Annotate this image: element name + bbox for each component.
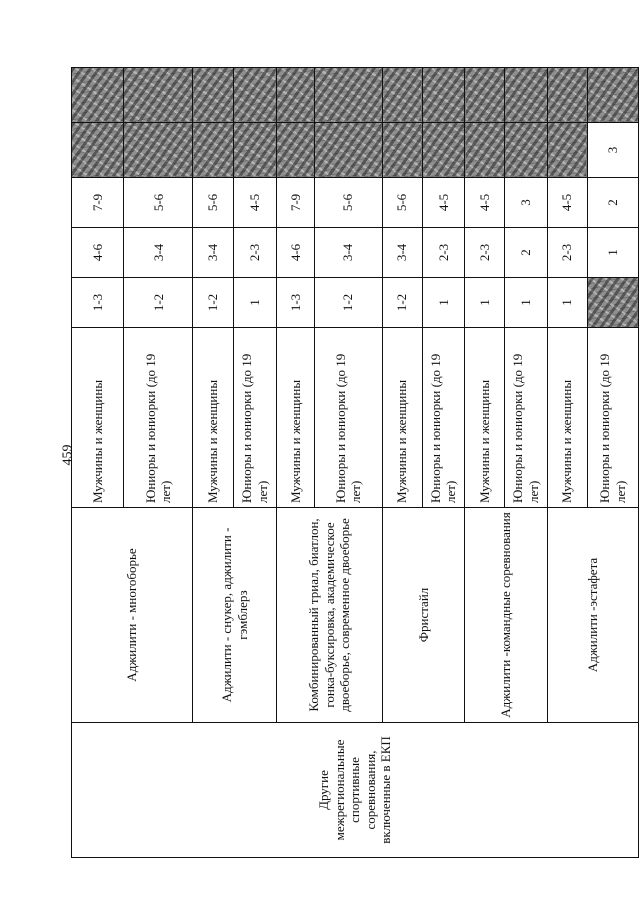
shaded-cell <box>465 68 505 123</box>
shaded-cell <box>505 123 547 178</box>
value-cell: 3-4 <box>314 228 382 278</box>
discipline-cell: Аджилити - снукер, аджилити - гэмблерз <box>193 508 277 723</box>
value-cell: 1 <box>233 278 276 328</box>
value-cell: 1 <box>505 278 547 328</box>
shaded-cell <box>547 68 587 123</box>
value-cell: 3 <box>587 123 638 178</box>
value-cell: 1 <box>422 278 464 328</box>
group-cell: Юниоры и юниорки (до 19 лет) <box>505 328 547 508</box>
value-cell: 2-3 <box>465 228 505 278</box>
shaded-cell <box>382 68 422 123</box>
value-cell: 7-9 <box>72 178 124 228</box>
shaded-cell <box>465 123 505 178</box>
value-cell: 3 <box>505 178 547 228</box>
value-cell: 1-2 <box>193 278 233 328</box>
discipline-cell: Комбинированный триал, биатлон, гонка-буксировка, академическое двоеборье, современное двоеборье <box>276 508 382 723</box>
discipline-cell: Аджилити - многоборье <box>72 508 193 723</box>
value-cell: 1 <box>587 228 638 278</box>
shaded-cell <box>422 68 464 123</box>
value-cell: 4-5 <box>422 178 464 228</box>
value-cell: 5-6 <box>314 178 382 228</box>
group-cell: Мужчины и женщины <box>276 328 314 508</box>
shaded-cell <box>547 123 587 178</box>
shaded-cell <box>124 123 193 178</box>
group-cell: Юниоры и юниорки (до 19 лет) <box>124 328 193 508</box>
discipline-cell: Аджилити -командные соревнования <box>465 508 547 723</box>
shaded-cell <box>233 68 276 123</box>
value-cell: 1-2 <box>124 278 193 328</box>
value-cell: 1 <box>465 278 505 328</box>
shaded-cell <box>72 68 124 123</box>
group-cell: Мужчины и женщины <box>193 328 233 508</box>
value-cell: 3-4 <box>193 228 233 278</box>
group-cell: Юниоры и юниорки (до 19 лет) <box>233 328 276 508</box>
value-cell: 5-6 <box>382 178 422 228</box>
shaded-cell <box>314 123 382 178</box>
ekp-table <box>71 67 639 858</box>
group-cell: Юниоры и юниорки (до 19 лет) <box>422 328 464 508</box>
value-cell: 1-2 <box>314 278 382 328</box>
value-cell: 3-4 <box>382 228 422 278</box>
shaded-cell <box>233 123 276 178</box>
value-cell: 2 <box>505 228 547 278</box>
shaded-cell <box>276 68 314 123</box>
value-cell: 3-4 <box>124 228 193 278</box>
discipline-cell: Фристайл <box>382 508 464 723</box>
group-cell: Мужчины и женщины <box>547 328 587 508</box>
shaded-cell <box>193 123 233 178</box>
group-cell: Юниоры и юниорки (до 19 лет) <box>314 328 382 508</box>
value-cell: 1 <box>547 278 587 328</box>
shaded-cell <box>72 123 124 178</box>
value-cell: 4-5 <box>547 178 587 228</box>
page-number: 459 <box>60 444 76 466</box>
section-label-cell: Другие межрегиональные спортивные соревнования, включенные в ЕКП <box>72 723 639 858</box>
value-cell: 4-6 <box>72 228 124 278</box>
shaded-cell <box>193 68 233 123</box>
value-cell: 2-3 <box>422 228 464 278</box>
value-cell: 2-3 <box>233 228 276 278</box>
shaded-cell <box>124 68 193 123</box>
shaded-cell <box>587 278 638 328</box>
shaded-cell <box>314 68 382 123</box>
table-row <box>72 68 124 858</box>
value-cell: 5-6 <box>193 178 233 228</box>
shaded-cell <box>276 123 314 178</box>
value-cell: 4-5 <box>465 178 505 228</box>
value-cell: 2-3 <box>547 228 587 278</box>
value-cell: 1-3 <box>276 278 314 328</box>
discipline-cell: Аджилити -эстафета <box>547 508 638 723</box>
value-cell: 5-6 <box>124 178 193 228</box>
group-cell: Мужчины и женщины <box>465 328 505 508</box>
group-cell: Мужчины и женщины <box>382 328 422 508</box>
shaded-cell <box>505 68 547 123</box>
shaded-cell <box>587 68 638 123</box>
shaded-cell <box>422 123 464 178</box>
value-cell: 1-2 <box>382 278 422 328</box>
value-cell: 7-9 <box>276 178 314 228</box>
group-cell: Юниоры и юниорки (до 19 лет) <box>587 328 638 508</box>
value-cell: 4-6 <box>276 228 314 278</box>
group-cell: Мужчины и женщины <box>72 328 124 508</box>
shaded-cell <box>382 123 422 178</box>
ekp-table-sheet <box>71 68 639 858</box>
value-cell: 1-3 <box>72 278 124 328</box>
value-cell: 2 <box>587 178 638 228</box>
value-cell: 4-5 <box>233 178 276 228</box>
